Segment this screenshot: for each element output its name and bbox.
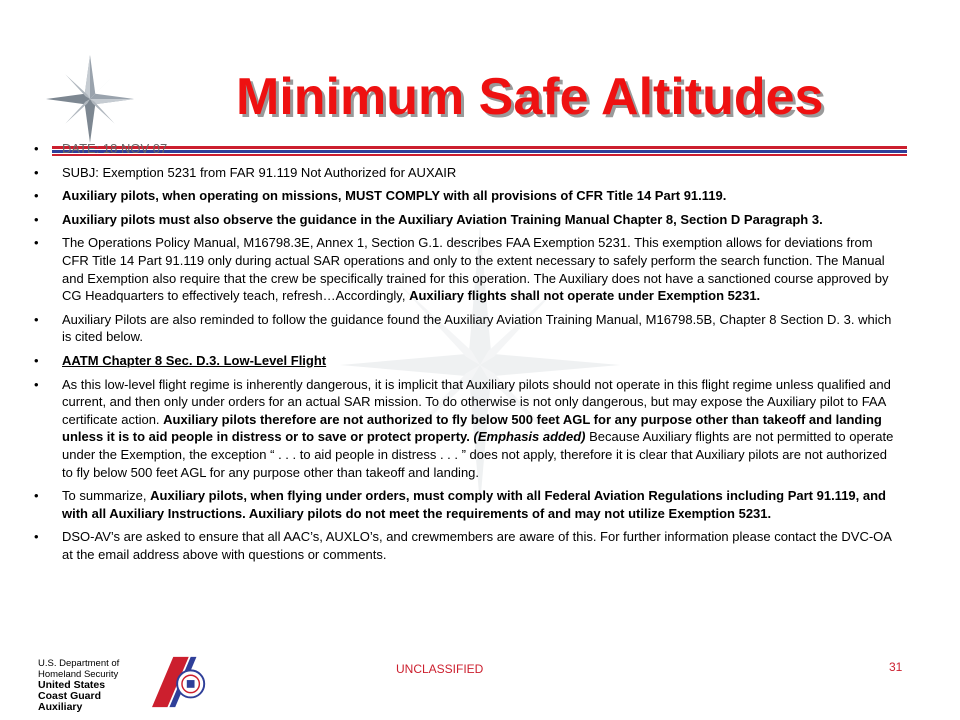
list-item [30,234,900,304]
bullet-list [30,140,900,563]
page-number: 31 [889,660,903,674]
list-item [30,311,900,346]
list-item [30,376,900,482]
list-item [30,164,900,182]
list-item [30,528,900,563]
compass-rose-icon [46,55,134,143]
logo-line: Coast Guard [38,690,102,702]
list-item [30,487,900,522]
bullet-text: Auxiliary pilots, when operating on missions, MUST COMPLY with all provisions of CFR Title 14 Part 91.119. [62,188,727,204]
slide-title: Minimum Safe Altitudes [236,68,824,126]
list-item [30,187,900,205]
list-item [30,211,900,229]
bullet-text: Auxiliary pilots must also observe the guidance in the Auxiliary Aviation Training Manual Chapter 8, Section D Paragraph 3. [62,211,823,227]
uscg-aux-logo [38,658,138,713]
bullet-text: The Operations Policy Manual, M16798.3E, Annex 1, Section G.1. describes FAA Exemption 5231. This exemption allows for deviations from CFR Title 14 Part 91.119 only during actual SAR operations and only to the extent necessary to safely perform the search function. The Manual and Exemption also require that the crew be specifically trained for this operation. The Auxiliary does not have a sanctioned course approved by CG Headquarters to effectively teach, refresh…Accordingly, [62,235,889,304]
logo-line: Auxiliary [38,701,83,713]
bullet-text: To summarize, [62,488,151,504]
bullet-text: DSO-AV’s are asked to ensure that all AAC’s, AUXLO’s, and crewmembers are aware of this. For further information please contact the DVC-OA at the email address above with questions or comments. [62,529,892,562]
emphasis-note: (Emphasis added) [473,429,586,445]
logo-line: U.S. Department of [38,658,120,669]
list-item [30,140,900,158]
bullet-emphasis: Auxiliary flights shall not operate under Exemption 5231. [409,288,761,304]
bullet-text: As this low-level flight regime is inherently dangerous, it is implicit that Auxiliary pilots should not operate in this flight regime unless qualified and current, and then only under orders for an actual SAR mission. To do otherwise is not only dangerous, but may expose the Auxiliary pilot to FAA certificate action. [62,376,891,427]
coast-guard-seal-icon [152,656,210,708]
slide-body [30,140,900,569]
classification-label: UNCLASSIFIED [396,662,484,676]
section-heading: AATM Chapter 8 Sec. D.3. Low-Level Flight [62,352,327,368]
bullet-text: Auxiliary Pilots are also reminded to follow the guidance found the Auxiliary Aviation Training Manual, M16798.5B, Chapter 8 Section D. 3. which is cited below. [62,311,892,345]
bullet-emphasis: Auxiliary pilots therefore are not authorized to fly below 500 feet AGL for any purpose other than takeoff and landing unless it is to aid people in distress or to save or protect property. [62,411,882,445]
list-item [30,352,900,370]
logo-line: United States [38,679,106,691]
subject-line: SUBJ: Exemption 5231 from FAR 91.119 Not Authorized for AUXAIR [62,164,457,180]
logo-line: Homeland Security [38,669,119,680]
date-line: DATE: 18 NOV 07 [62,141,168,156]
bullet-emphasis: Auxiliary pilots, when flying under orders, must comply with all Federal Aviation Regulations including Part 91.119, and with all Auxiliary Instructions. Auxiliary pilots do not meet the requirements of and may not utilize Exemption 5231. [62,488,886,521]
bullet-text: Because Auxiliary flights are not permitted to operate under the Exemption, the exception “ . . . to aid people in distress . . . ” does not apply, therefore it is clear that Auxiliary pilots are not authorized to fly below 500 feet AGL for any purpose other than takeoff and landing. [62,429,894,480]
